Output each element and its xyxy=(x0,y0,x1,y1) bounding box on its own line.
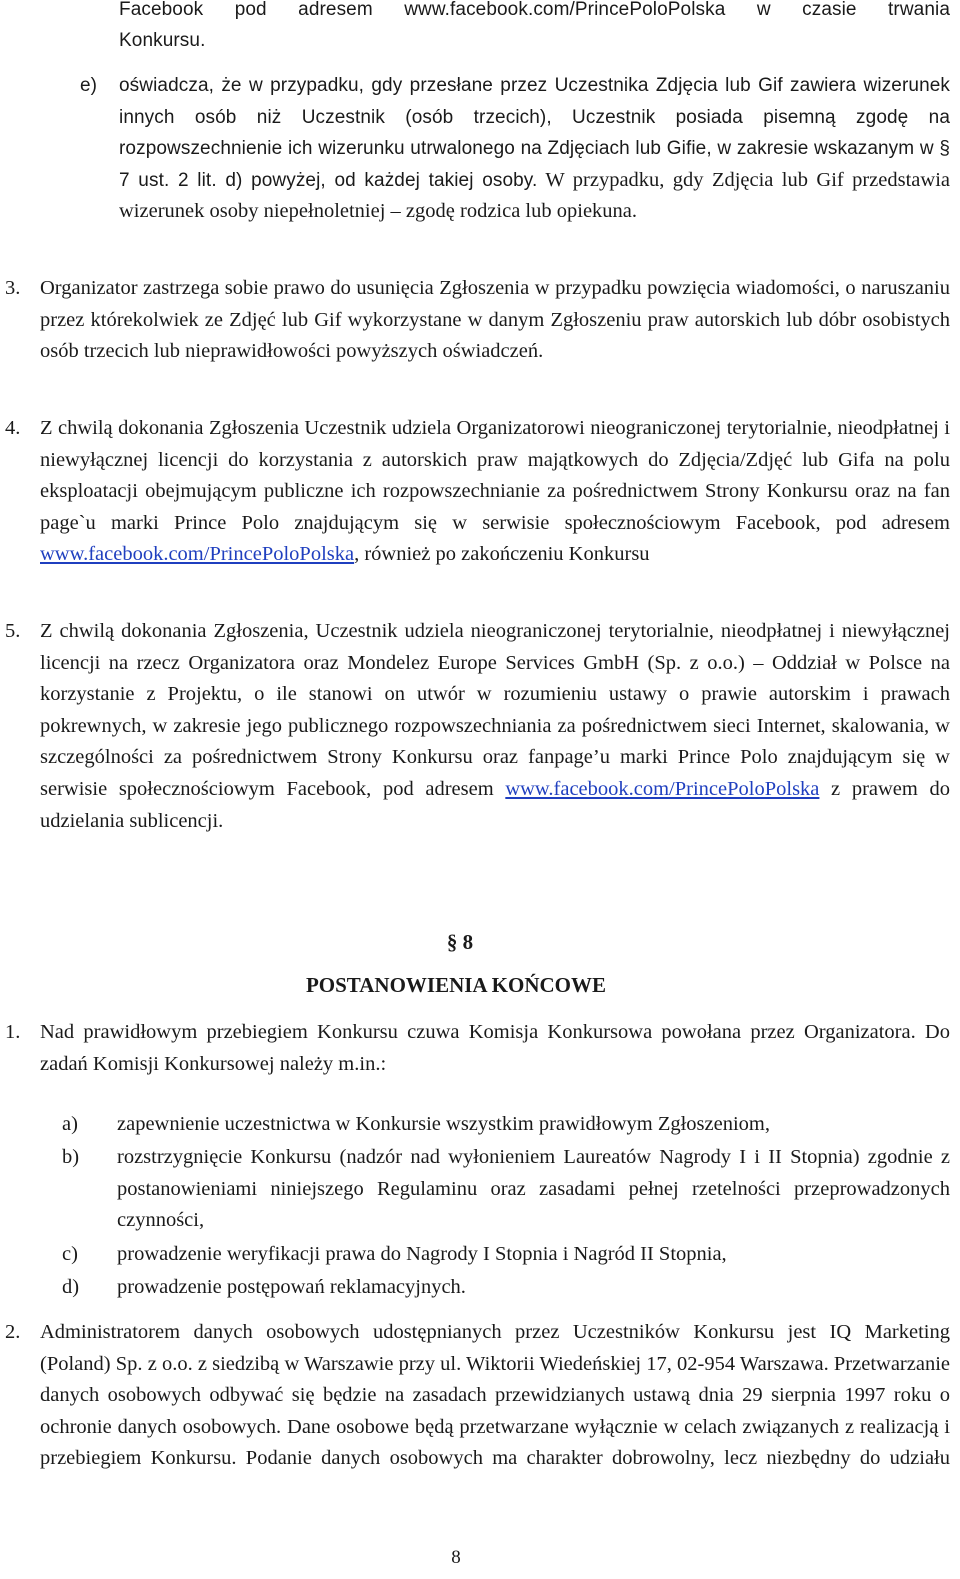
list-item-b-text: rozstrzygnięcie Konkursu (nadzór nad wyłonieniem Laureatów Nagrody I i II Stopnia) zgodnie z postanowieniami niniejszego Regulaminu oraz zasadami pełnej rzetelności przeprowadzonych czynności, xyxy=(117,1146,950,1232)
list-item-c-label: c) xyxy=(62,1243,78,1265)
paragraph-4-number: 4. xyxy=(5,417,21,439)
list-item-c-text: prowadzenie weryfikacji prawa do Nagrody I Stopnia i Nagród II Stopnia, xyxy=(117,1243,727,1265)
final-paragraph-1-text: Nad prawidłowym przebiegiem Konkursu czuwa Komisja Konkursowa powołana przez Organizatora. Do zadań Komisji Konkursowej należy m.in.: xyxy=(40,1021,950,1075)
section-symbol: § 8 xyxy=(446,930,474,954)
section-title: POSTANOWIENIA KOŃCOWE xyxy=(305,973,607,997)
list-item-b-label: b) xyxy=(62,1146,80,1168)
paragraph-3-text: Organizator zastrzega sobie prawo do usunięcia Zgłoszenia w przypadku powzięcia wiadomości, o naruszaniu przez którekolwiek ze Zdjęć lub Gif wykorzystane w danym Zgłoszeniu praw autorskich lub dóbr osobistych osób trzecich lub nieprawidłowości powyższych oświadczeń. xyxy=(40,277,950,363)
final-paragraph-2-number: 2. xyxy=(5,1321,21,1343)
list-item-a-label: a) xyxy=(62,1113,78,1135)
facebook-link-2[interactable]: www.facebook.com/PrincePoloPolska xyxy=(505,777,820,800)
paragraph-4-text: Z chwilą dokonania Zgłoszenia Uczestnik udziela Organizatorowi nieograniczonej terytorialnie, nieodpłatnej i niewyłącznej licencji do korzystania z autorskich praw majątkowych do Zdjęcia/Zdjęć lub Gifa na polu eksploatacji obejmującym publiczne ich rozpowszechnianie za pośrednictwem Strony Konkursu oraz na fan page`u marki Prince Polo znajdującym się w serwisie społecznościowym Facebook, pod adresem www.facebook.com/PrincePoloPolska, również po zakończeniu Konkursu xyxy=(40,417,950,566)
previous-item-continuation-end: Konkursu. xyxy=(119,30,206,51)
list-item-d-label: d) xyxy=(62,1276,80,1298)
final-paragraph-2-text: Administratorem danych osobowych udostępnianych przez Uczestników Konkursu jest IQ Marketing (Poland) Sp. z o.o. z siedzibą w Warszawie przy ul. Wiktorii Wiedeńskiej 17, 02-954 Warszawa. Przetwarzanie danych osobowych odbywać się będzie na zasadach przewidzianych ustawą dnia 29 sierpnia 1997 roku o ochronie danych osobowych. Dane osobowe będą przetwarzane wyłącznie w celach związanych z realizacją i przebiegiem Konkursu. Podanie danych osobowych ma charakter dobrowolny, lecz niezbędny do udziału xyxy=(40,1321,950,1470)
item-e-label: e) xyxy=(80,75,98,96)
list-item-a-text: zapewnienie uczestnictwa w Konkursie wszystkim prawidłowym Zgłoszeniom, xyxy=(117,1113,770,1135)
item-e-text xyxy=(119,70,950,228)
paragraph-5-number: 5. xyxy=(5,620,21,642)
page-number: 8 xyxy=(451,1547,461,1568)
paragraph-5-text: Z chwilą dokonania Zgłoszenia, Uczestnik udziela nieograniczonej terytorialnie, nieodpłatnej i niewyłącznej licencji na rzecz Organizatora oraz Mondelez Europe Services GmbH (Sp. z o.o.) – Oddział w Polsce na korzystanie z Projektu, o ile stanowi on utwór w rozumieniu ustawy o prawie autorskim i prawach pokrewnych, w zakresie jego publicznego rozpowszechniania za pośrednictwem sieci Internet, skalowania, w szczególności za pośrednictwem Strony Konkursu oraz fanpage’u marki Prince Polo znajdującym się w serwisie społecznościowym Facebook, pod adresem www.facebook.com/PrincePoloPolska z prawem do udzielania sublicencji. xyxy=(40,620,950,832)
final-paragraph-1-number: 1. xyxy=(5,1021,21,1043)
facebook-link[interactable]: www.facebook.com/PrincePoloPolska xyxy=(40,543,355,566)
paragraph-3-number: 3. xyxy=(5,277,21,299)
item-e-sans-text: oświadcza, że w przypadku, gdy przesłane przez Uczestnika Zdjęcia lub Gif zawiera wizerunek innych osób niż Uczestnik (osób trzecich), Uczestnik posiada pisemną zgodę na rozpowszechnienie ich wizerunku utrwalonego na Zdjęciach lub Gifie, w zakresie wskazanym w § 7 ust. 2 lit. d) powyżej, od każdej takiej osoby. xyxy=(119,75,950,191)
continuation-line-1: Facebook pod adresem www.facebook.com/PrincePoloPolska w czasie trwania xyxy=(119,0,950,20)
previous-item-continuation xyxy=(119,0,950,26)
list-item-d-text: prowadzenie postępowań reklamacyjnych. xyxy=(117,1276,466,1298)
item-e-serif-text: W przypadku, gdy Zdjęcia lub Gif przedstawia wizerunek osoby niepełnoletniej – zgodę rodzica lub opiekuna. xyxy=(119,168,951,223)
